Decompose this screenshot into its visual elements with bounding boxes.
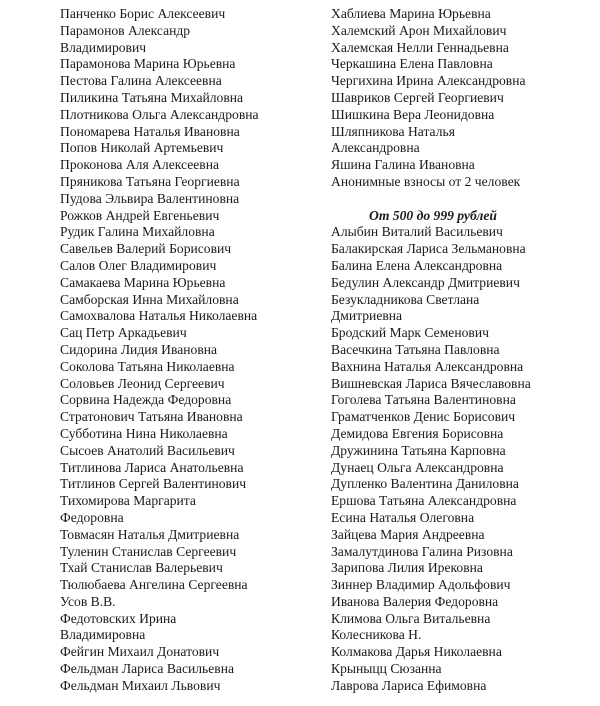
list-item: Рожков Андрей Евгеньевич (60, 207, 220, 223)
right-column-top-list (331, 6, 591, 191)
list-item: Соловьев Леонид Сергеевич (60, 375, 225, 391)
list-item: Салов Олег Владимирович (60, 257, 217, 273)
list-item: Стратонович Татьяна Ивановна (60, 409, 243, 425)
list-item: Яшина Галина Ивановна (331, 157, 475, 173)
list-item: Самакаева Марина Юрьевна (60, 274, 226, 290)
list-item: Парамонова Марина Юрьевна (60, 56, 236, 72)
list-item: Дмитриевна (331, 308, 403, 324)
list-item: Климова Ольга Витальевна (331, 610, 491, 626)
list-item: Бродский Марк Семенович (331, 325, 489, 341)
list-item: Васечкина Татьяна Павловна (331, 341, 500, 357)
section-gap (331, 191, 591, 208)
list-item: Балина Елена Александровна (331, 257, 503, 273)
list-item: Владимирович (60, 39, 147, 55)
list-item: Ершова Татьяна Александровна (331, 493, 517, 509)
list-item: Панченко Борис Алексеевич (60, 6, 226, 21)
list-item: Самборская Инна Михайловна (60, 291, 239, 307)
list-item: Самохвалова Наталья Николаевна (60, 308, 258, 324)
list-item: Тихомирова Маргарита (60, 493, 196, 509)
list-item: Дунаец Ольга Александровна (331, 459, 504, 475)
list-item: Дупленко Валентина Даниловна (331, 476, 519, 492)
list-item: Чергихина Ирина Александровна (331, 73, 526, 89)
list-item: Титлинов Сергей Валентинович (60, 476, 247, 492)
list-item: Хаблиева Марина Юрьевна (331, 6, 491, 21)
list-item: Сорвина Надежда Федоровна (60, 392, 232, 408)
list-item: Плотникова Ольга Александровна (60, 106, 259, 122)
list-item: Федотовских Ирина (60, 610, 177, 626)
list-item: Вишневская Лариса Вячеславовна (331, 375, 531, 391)
list-item: Колмакова Дарья Николаевна (331, 644, 502, 660)
list-item: Пономарева Наталья Ивановна (60, 123, 240, 139)
list-item: Федоровна (60, 509, 124, 525)
right-column (331, 6, 591, 695)
list-item: Тхай Станислав Валерьевич (60, 560, 223, 576)
list-item: Гоголева Татьяна Валентиновна (331, 392, 516, 408)
list-item: Бедулин Александр Дмитриевич (331, 274, 520, 290)
list-item: Крыныцц Сюзанна (331, 661, 442, 677)
left-column (60, 6, 310, 695)
section-heading: От 500 до 999 рублей (369, 207, 497, 223)
list-item: Анонимные взносы от 2 человек (331, 173, 521, 189)
list-item: Фельдман Михаил Львович (60, 677, 221, 693)
list-item: Савельев Валерий Борисович (60, 241, 232, 257)
list-item: Усов В.В. (60, 593, 116, 609)
list-item: Владимировна (60, 627, 146, 643)
list-item: Есина Наталья Олеговна (331, 509, 475, 525)
list-item: Пестова Галина Алексеевна (60, 73, 222, 89)
list-item: Лаврова Лариса Ефимовна (331, 677, 487, 693)
list-item: Безукладникова Светлана (331, 291, 480, 307)
list-item: Сидорина Лидия Ивановна (60, 341, 218, 357)
list-item: Пряникова Татьяна Георгиевна (60, 173, 240, 189)
list-item: Тюлюбаева Ангелина Сергеевна (60, 577, 248, 593)
list-item: Титлинова Лариса Анатольевна (60, 459, 244, 475)
list-item: Фельдман Лариса Васильевна (60, 661, 234, 677)
list-item: Замалутдинова Галина Ризовна (331, 543, 513, 559)
list-item: Вахнина Наталья Александровна (331, 358, 524, 374)
list-item: Дружинина Татьяна Карповна (331, 442, 506, 458)
list-item: Александровна (331, 140, 420, 156)
list-item: Зиннер Владимир Адольфович (331, 577, 511, 593)
list-item: Товмасян Наталья Дмитриевна (60, 526, 240, 542)
list-item: Соколова Татьяна Николаевна (60, 358, 235, 374)
list-item: Алыбин Виталий Васильевич (331, 224, 503, 240)
right-column-bottom-list (331, 224, 591, 694)
list-item: Демидова Евгения Борисовна (331, 425, 504, 441)
list-item: Субботина Нина Николаевна (60, 425, 228, 441)
list-item: Халемская Нелли Геннадьевна (331, 39, 509, 55)
list-item: Парамонов Александр (60, 22, 191, 38)
list-item: Колесникова Н. (331, 627, 422, 643)
list-item: Сац Петр Аркадьевич (60, 325, 187, 341)
list-item: Шавриков Сергей Георгиевич (331, 89, 504, 105)
list-item: Зайцева Мария Андреевна (331, 526, 485, 542)
list-item: Сысоев Анатолий Васильевич (60, 442, 235, 458)
list-item: Фейгин Михаил Донатович (60, 644, 220, 660)
list-item: Зарипова Лилия Ирековна (331, 560, 483, 576)
list-item: Иванова Валерия Федоровна (331, 593, 499, 609)
list-item: Проконова Аля Алексеевна (60, 157, 220, 173)
list-item: Туленин Станислав Сергеевич (60, 543, 237, 559)
list-item: Попов Николай Артемьевич (60, 140, 224, 156)
list-item: Пиликина Татьяна Михайловна (60, 89, 244, 105)
list-item: Шишкина Вера Леонидовна (331, 106, 495, 122)
list-item: Шляпникова Наталья (331, 123, 455, 139)
list-item: Граматченков Денис Борисович (331, 409, 516, 425)
list-item: Балакирская Лариса Зельмановна (331, 241, 526, 257)
list-item: Черкашина Елена Павловна (331, 56, 493, 72)
list-item: Халемский Арон Михайлович (331, 22, 507, 38)
list-item: Рудик Галина Михайловна (60, 224, 215, 240)
list-item: Пудова Эльвира Валентиновна (60, 190, 240, 206)
